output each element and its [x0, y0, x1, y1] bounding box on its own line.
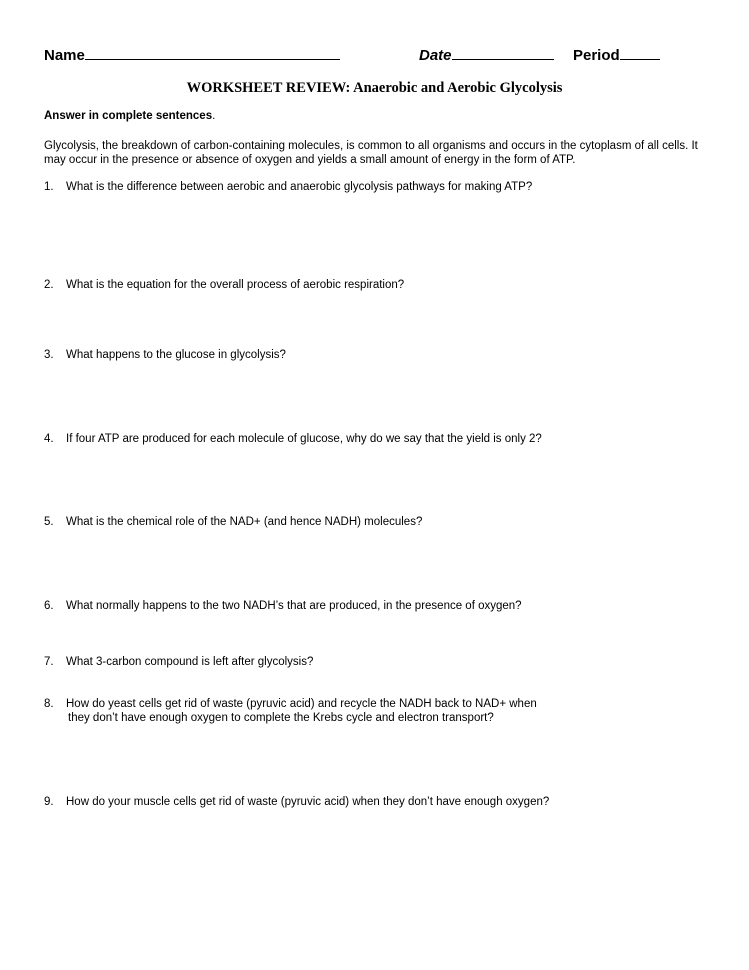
- question-number: 6.: [44, 600, 54, 612]
- question-number: 7.: [44, 656, 54, 668]
- instruction-text: Answer in complete sentences: [44, 110, 213, 122]
- question-number: 4.: [44, 433, 54, 445]
- intro-paragraph: Glycolysis, the breakdown of carbon-containing molecules, is common to all organisms and occurs in the cytoplasm of all cells. It may occur in the presence or absence of oxygen and yields a small amount of energy in the form of ATP.: [44, 140, 698, 166]
- question-text: [66, 697, 666, 725]
- instruction-punct: .: [212, 110, 216, 122]
- date-field: [419, 44, 554, 64]
- question-text: What happens to the glucose in glycolysis?: [66, 349, 286, 361]
- question-text: What normally happens to the two NADH’s that are produced, in the presence of oxygen?: [66, 600, 522, 612]
- name-label: Name: [44, 47, 85, 64]
- question-text: What is the difference between aerobic and anaerobic glycolysis pathways for making ATP?: [66, 181, 533, 193]
- worksheet-title: WORKSHEET REVIEW: Anaerobic and Aerobic Glycolysis: [186, 80, 563, 96]
- question-number: 1.: [44, 181, 54, 193]
- question-text-line-1: How do yeast cells get rid of waste (pyruvic acid) and recycle the NADH back to NAD+ when: [66, 698, 537, 710]
- instruction: [44, 110, 215, 122]
- question-text: What is the chemical role of the NAD+ (and hence NADH) molecules?: [66, 516, 423, 528]
- period-label: Period: [573, 47, 620, 64]
- question-number: 3.: [44, 349, 54, 361]
- period-blank-line[interactable]: [620, 44, 660, 60]
- date-label: Date: [419, 47, 452, 64]
- period-field: [573, 44, 660, 64]
- question-text: What is the equation for the overall process of aerobic respiration?: [66, 279, 405, 291]
- header-row: [44, 44, 684, 64]
- question-number: 5.: [44, 516, 54, 528]
- question-text-line-2: they don’t have enough oxygen to complete the Krebs cycle and electron transport?: [68, 712, 494, 724]
- question-text: How do your muscle cells get rid of waste (pyruvic acid) when they don’t have enough oxygen?: [66, 796, 550, 808]
- question-number: 8.: [44, 698, 54, 710]
- name-field: [44, 44, 340, 64]
- question-number: 9.: [44, 796, 54, 808]
- date-blank-line[interactable]: [452, 44, 554, 60]
- name-blank-line[interactable]: [85, 44, 340, 60]
- question-text: If four ATP are produced for each molecule of glucose, why do we say that the yield is only 2?: [66, 433, 542, 445]
- question-text: What 3-carbon compound is left after glycolysis?: [66, 656, 314, 668]
- question-number: 2.: [44, 279, 54, 291]
